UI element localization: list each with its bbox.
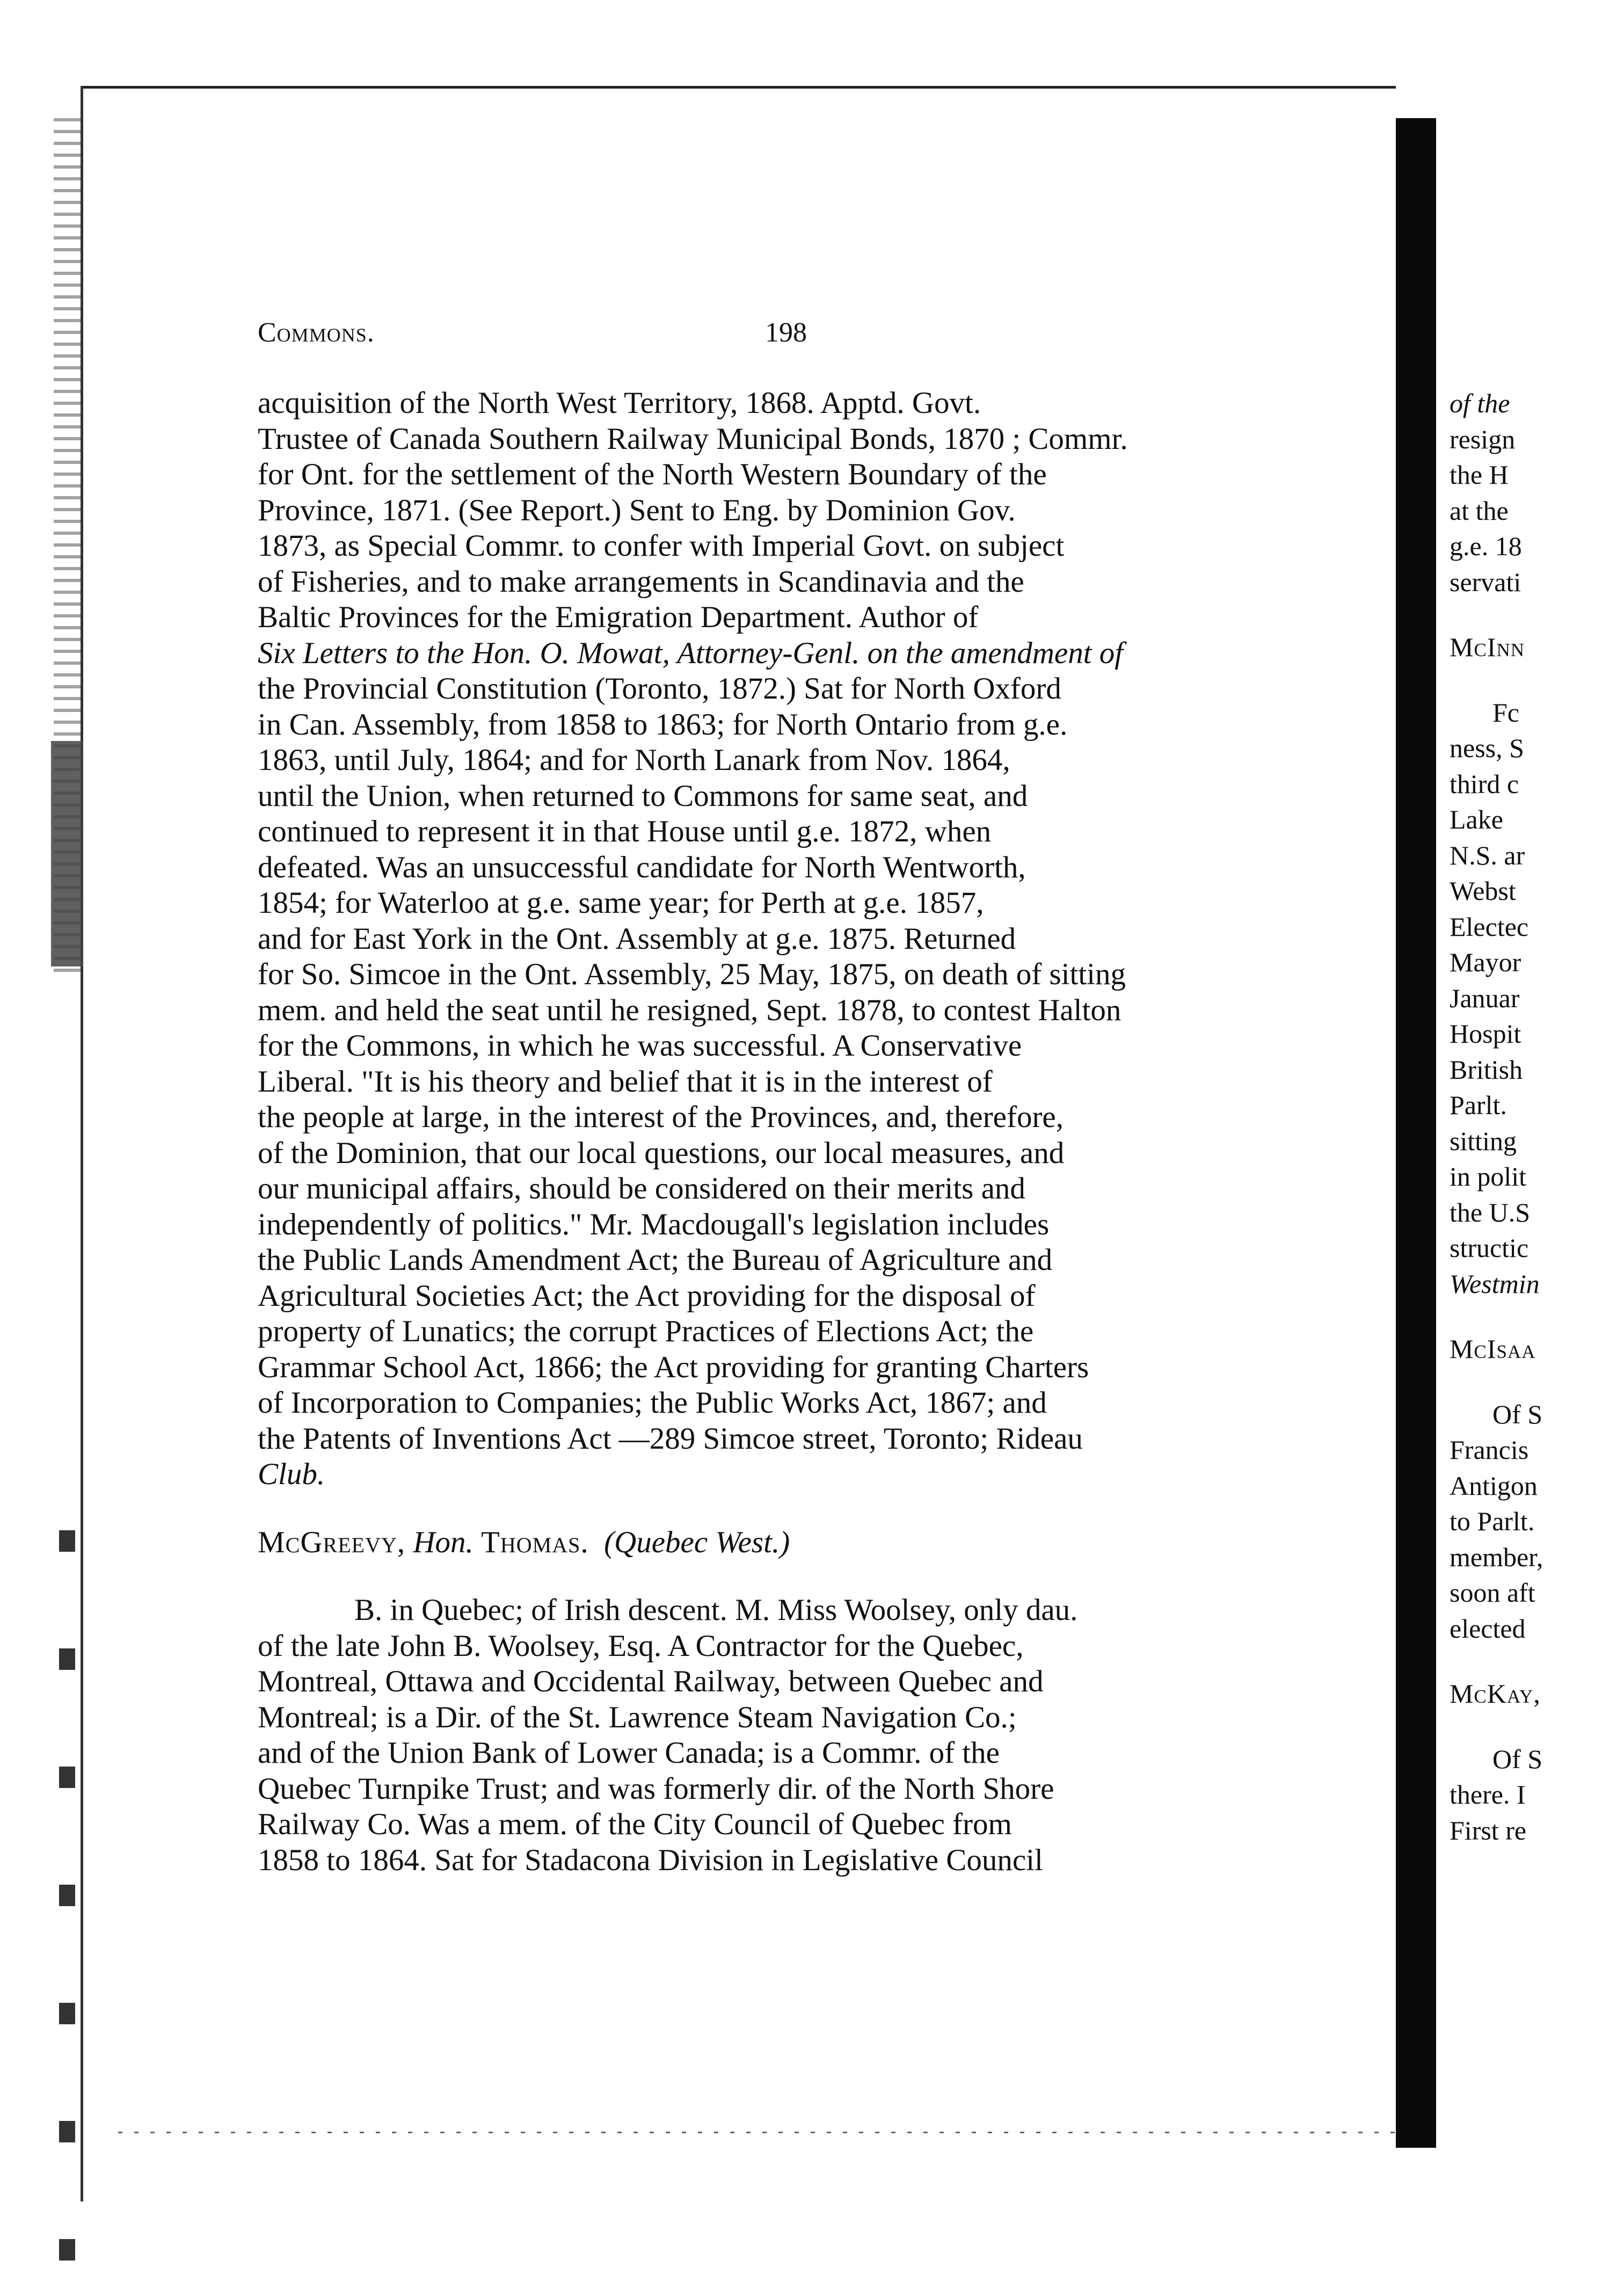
entry-given-name: Thomas. [481, 1525, 589, 1559]
fragment-heading: McKay, [1450, 1678, 1541, 1709]
page-number: 198 [765, 317, 807, 348]
fragment-line: Francis [1450, 1435, 1529, 1465]
fragment-line: Fc [1492, 697, 1519, 728]
text-line: our municipal affairs, should be considered on their merits and [258, 1172, 1025, 1205]
fragment-heading: McInn [1450, 632, 1525, 662]
fragment-line: structic [1450, 1233, 1529, 1263]
fragment-line: Januar [1450, 983, 1520, 1013]
text-line: of the late John B. Woolsey, Esq. A Contractor for the Quebec, [258, 1629, 1024, 1663]
fragment-line: Of S [1492, 1399, 1543, 1429]
fragment-line: Westmin [1450, 1268, 1540, 1299]
text-line: 1863, until July, 1864; and for North Lanark from Nov. 1864, [258, 743, 1010, 777]
spacer [258, 1493, 1331, 1525]
text-line: Montreal; is a Dir. of the St. Lawrence Steam Navigation Co.; [258, 1700, 1017, 1734]
fragment-line: Hospit [1450, 1019, 1521, 1049]
text-line: for the Commons, in which he was successful. A Conservative [258, 1029, 1022, 1063]
fragment-line: Electec [1450, 911, 1529, 942]
fragment-line: Of S [1492, 1743, 1543, 1774]
entry-heading-mcgreevy [258, 1525, 1331, 1561]
fragment-line: Webst [1450, 876, 1516, 906]
page-bottom-edge [118, 2132, 1396, 2133]
binding-tick-marks [59, 1530, 75, 2282]
text-line: acquisition of the North West Territory, 1868. Apptd. Govt. [258, 386, 981, 420]
fragment-line: at the [1450, 495, 1509, 526]
fragment-line: sitting [1450, 1125, 1517, 1156]
fragment-line: the H [1450, 460, 1509, 490]
fragment-line: Lake [1450, 804, 1503, 834]
entry-macdougall-continued [258, 386, 1331, 1493]
text-line: of Incorporation to Companies; the Public Works Act, 1867; and [258, 1386, 1047, 1420]
page-top-edge [81, 86, 1396, 89]
fragment-line: Parlt. [1450, 1090, 1507, 1120]
spacer [1450, 1646, 1624, 1676]
fragment-line: soon aft [1450, 1578, 1535, 1608]
text-line: mem. and held the seat until he resigned, Sept. 1878, to contest Halton [258, 993, 1121, 1027]
fragment-line: there. I [1450, 1779, 1526, 1809]
text-line: Baltic Provinces for the Emigration Department. Author of [258, 600, 979, 634]
fragment-line: resign [1450, 424, 1516, 454]
facing-page-fragment-column [1450, 386, 1624, 1848]
text-line: and of the Union Bank of Lower Canada; is a Commr. of the [258, 1736, 1000, 1770]
text-line: the people at large, in the interest of the Provinces, and, therefore, [258, 1100, 1064, 1134]
text-line: for So. Simcoe in the Ont. Assembly, 25 May, 1875, on death of sitting [258, 957, 1126, 991]
text-line: Liberal. "It is his theory and belief that it is in the interest of [258, 1064, 993, 1099]
running-head: Commons. [258, 317, 375, 348]
spacer [1450, 1302, 1624, 1331]
text-line: the Patents of Inventions Act —289 Simcoe street, Toronto; Rideau [258, 1421, 1083, 1456]
fragment-line: ness, S [1450, 733, 1524, 763]
binding-dark-patch [51, 741, 83, 966]
entry-surname: McGreevy, [258, 1525, 406, 1559]
text-line: for Ont. for the settlement of the North Western Boundary of the [258, 457, 1047, 491]
text-line: of Fisheries, and to make arrangements in Scandinavia and the [258, 564, 1024, 599]
entry-mcgreevy-body [258, 1593, 1331, 1878]
spacer [1450, 1367, 1624, 1397]
text-line: 1854; for Waterloo at g.e. same year; for Perth at g.e. 1857, [258, 886, 984, 920]
gutter-shadow-bar [1396, 118, 1436, 2148]
text-line: Trustee of Canada Southern Railway Municipal Bonds, 1870 ; Commr. [258, 421, 1128, 456]
fragment-line: Antigon [1450, 1470, 1538, 1501]
text-line: Quebec Turnpike Trust; and was formerly dir. of the North Shore [258, 1771, 1054, 1806]
page-header [258, 317, 902, 354]
entry-constituency: (Quebec West.) [604, 1525, 790, 1559]
text-line: the Provincial Constitution (Toronto, 1872.) Sat for North Oxford [258, 672, 1061, 706]
fragment-line: servati [1450, 566, 1521, 597]
fragment-line: in polit [1450, 1161, 1527, 1191]
text-line: in Can. Assembly, from 1858 to 1863; for North Ontario from g.e. [258, 707, 1068, 742]
text-line: Agricultural Societies Act; the Act providing for the disposal of [258, 1278, 1036, 1313]
text-line: and for East York in the Ont. Assembly at g.e. 1875. Returned [258, 921, 1016, 956]
spacer [1450, 1712, 1624, 1741]
text-line: Province, 1871. (See Report.) Sent to Eng. by Dominion Gov. [258, 493, 1016, 527]
spacer [1450, 665, 1624, 695]
text-line: 1873, as Special Commr. to confer with Imperial Govt. on subject [258, 529, 1065, 563]
spacer [258, 1560, 1331, 1593]
text-line: B. in Quebec; of Irish descent. M. Miss Woolsey, only dau. [354, 1593, 1078, 1627]
fragment-line: elected [1450, 1613, 1526, 1644]
text-line: Montreal, Ottawa and Occidental Railway, between Quebec and [258, 1665, 1044, 1698]
fragment-heading: McIsaa [1450, 1334, 1536, 1364]
main-text-column [258, 386, 1331, 1878]
page-left-edge [81, 86, 83, 2201]
fragment-line: member, [1450, 1542, 1543, 1572]
fragment-line: British [1450, 1054, 1523, 1085]
text-line: 1858 to 1864. Sat for Stadacona Division in Legislative Council [258, 1843, 1043, 1877]
fragment-line: to Parlt. [1450, 1506, 1535, 1536]
text-line: continued to represent it in that House until g.e. 1872, when [258, 815, 992, 848]
fragment-line: third c [1450, 768, 1519, 799]
text-line: of the Dominion, that our local questions, our local measures, and [258, 1136, 1065, 1170]
text-line-book-title: Six Letters to the Hon. O. Mowat, Attorney-Genl. on the amendment of [258, 636, 1124, 670]
text-line: independently of politics." Mr. Macdougall's legislation includes [258, 1207, 1050, 1241]
text-line: until the Union, when returned to Commons for same seat, and [258, 779, 1028, 813]
entry-honorific: Hon. [413, 1525, 474, 1559]
text-line: the Public Lands Amendment Act; the Bureau of Agriculture and [258, 1243, 1053, 1277]
spacer [1450, 600, 1624, 629]
text-line: property of Lunatics; the corrupt Practices of Elections Act; the [258, 1314, 1034, 1348]
fragment-line: Mayor [1450, 947, 1521, 977]
fragment-line: N.S. ar [1450, 840, 1525, 870]
fragment-line: First re [1450, 1815, 1527, 1845]
fragment-line: the U.S [1450, 1197, 1530, 1227]
text-line: Railway Co. Was a mem. of the City Council of Quebec from [258, 1807, 1012, 1841]
text-line: Grammar School Act, 1866; the Act providing for granting Charters [258, 1350, 1089, 1384]
fragment-line: of the [1450, 388, 1510, 418]
text-line-address: Club. [258, 1457, 325, 1491]
fragment-line: g.e. 18 [1450, 531, 1522, 561]
text-line: defeated. Was an unsuccessful candidate for North Wentworth, [258, 850, 1026, 884]
